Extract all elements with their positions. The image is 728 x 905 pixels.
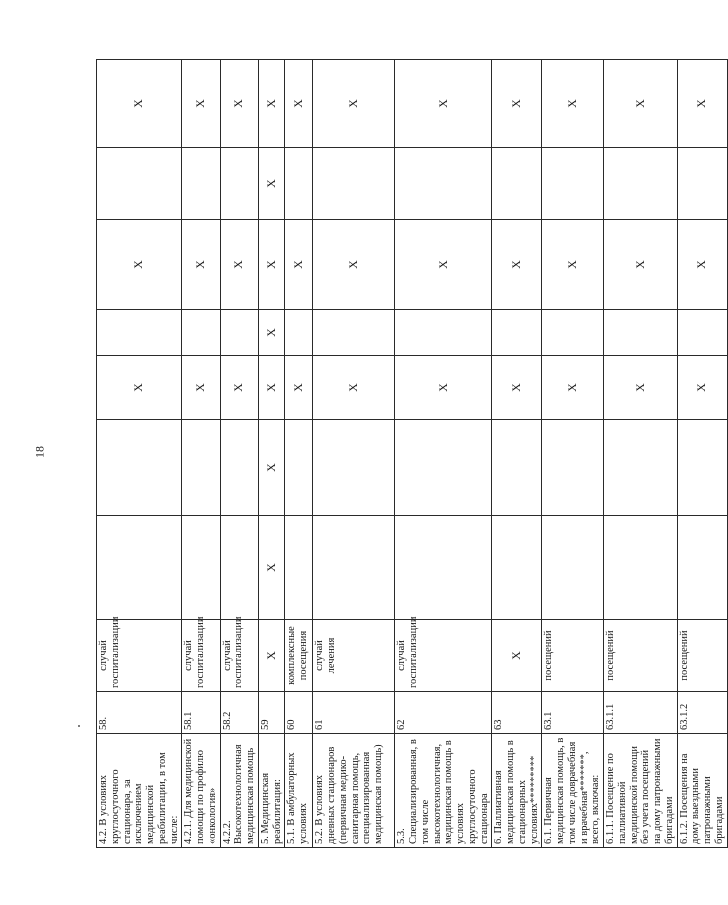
- row-number-cell: 62: [395, 692, 492, 734]
- table-wrapper: [96, 60, 725, 848]
- value-cell-4: [395, 310, 492, 356]
- value-cell-5: X: [492, 220, 542, 310]
- value-cell-3: X: [258, 356, 285, 420]
- value-cell-1: [492, 516, 542, 620]
- value-cell-5: X: [258, 220, 285, 310]
- data-table: [96, 59, 728, 848]
- value-cell-7: X: [604, 60, 678, 148]
- value-cell-4: [313, 310, 395, 356]
- value-cell-6: [604, 148, 678, 220]
- value-cell-5: X: [285, 220, 313, 310]
- value-cell-1: [285, 516, 313, 620]
- value-cell-7: X: [542, 60, 604, 148]
- value-cell-5: X: [220, 220, 258, 310]
- row-number-cell: 61: [313, 692, 395, 734]
- value-cell-2: [313, 420, 395, 516]
- row-name-cell: 5.2. В условиях дневных стационаров (первичная медико-санитарная помощь, специализированная медицинская помощь): [313, 734, 395, 848]
- value-cell-3: X: [313, 356, 395, 420]
- value-cell-2: X: [258, 420, 285, 516]
- value-cell-2: [604, 420, 678, 516]
- value-cell-4: [542, 310, 604, 356]
- unit-cell: случай госпитализации: [220, 620, 258, 692]
- row-name-cell: 5. Медицинская реабилитация:: [258, 734, 285, 848]
- value-cell-7: X: [313, 60, 395, 148]
- row-name-cell: 6. Паллиативная медицинская помощь в стационарных условиях*********: [492, 734, 542, 848]
- row-name-cell: 6.1.1. Посещение по паллиативной медицинской помощи без учета посещений на дому патронажными бригадами: [604, 734, 678, 848]
- unit-cell: случай госпитализации: [182, 620, 220, 692]
- row-name-cell: 5.1. В амбулаторных условиях: [285, 734, 313, 848]
- table-row: [492, 60, 542, 848]
- value-cell-1: [313, 516, 395, 620]
- value-cell-3: X: [220, 356, 258, 420]
- value-cell-7: X: [677, 60, 727, 148]
- row-name-cell: 5.3. Специализированная, в том числе высокотехнологичная, медицинская помощь в условиях круглосуточного стационара: [395, 734, 492, 848]
- row-name-cell: 6.1.2. Посещения на дому выездными патронажными бригадами: [677, 734, 727, 848]
- value-cell-5: X: [542, 220, 604, 310]
- unit-cell: посещений: [677, 620, 727, 692]
- table-row: [220, 60, 258, 848]
- row-name-cell: 6.1. Первичная медицинская помощь, в том числе доврачебная и врачебная*******, всего, включая:: [542, 734, 604, 848]
- value-cell-6: [285, 148, 313, 220]
- value-cell-3: X: [97, 356, 182, 420]
- table-row: [97, 60, 182, 848]
- row-name-cell: 4.2.2. Высокотехнологичная медицинская помощь: [220, 734, 258, 848]
- value-cell-1: [395, 516, 492, 620]
- value-cell-6: [182, 148, 220, 220]
- value-cell-4: [492, 310, 542, 356]
- value-cell-5: X: [677, 220, 727, 310]
- value-cell-2: [220, 420, 258, 516]
- row-number-cell: 58.: [97, 692, 182, 734]
- row-number-cell: 63.1.1: [604, 692, 678, 734]
- value-cell-1: [182, 516, 220, 620]
- table-row: [677, 60, 727, 848]
- page-number: 18: [32, 446, 47, 458]
- value-cell-3: X: [285, 356, 313, 420]
- table-body: [97, 60, 728, 848]
- value-cell-6: [492, 148, 542, 220]
- value-cell-2: [542, 420, 604, 516]
- rotated-table-area: [96, 60, 725, 848]
- value-cell-3: X: [677, 356, 727, 420]
- value-cell-1: [220, 516, 258, 620]
- value-cell-3: X: [182, 356, 220, 420]
- value-cell-3: X: [492, 356, 542, 420]
- value-cell-6: [395, 148, 492, 220]
- value-cell-3: X: [542, 356, 604, 420]
- value-cell-5: X: [604, 220, 678, 310]
- table-row: [604, 60, 678, 848]
- table-row: [542, 60, 604, 848]
- unit-cell: случай госпитализации: [97, 620, 182, 692]
- value-cell-2: [182, 420, 220, 516]
- value-cell-1: [542, 516, 604, 620]
- value-cell-3: X: [604, 356, 678, 420]
- value-cell-4: X: [258, 310, 285, 356]
- value-cell-4: [285, 310, 313, 356]
- table-row: [258, 60, 285, 848]
- value-cell-2: [285, 420, 313, 516]
- value-cell-6: [97, 148, 182, 220]
- value-cell-6: [313, 148, 395, 220]
- row-number-cell: 63: [492, 692, 542, 734]
- table-row: [313, 60, 395, 848]
- value-cell-6: X: [258, 148, 285, 220]
- value-cell-1: X: [258, 516, 285, 620]
- value-cell-7: X: [220, 60, 258, 148]
- unit-cell: X: [258, 620, 285, 692]
- unit-cell: посещений: [604, 620, 678, 692]
- value-cell-5: X: [97, 220, 182, 310]
- value-cell-3: X: [395, 356, 492, 420]
- value-cell-7: X: [492, 60, 542, 148]
- value-cell-1: [97, 516, 182, 620]
- value-cell-5: X: [395, 220, 492, 310]
- value-cell-1: [604, 516, 678, 620]
- scan-dot: [78, 725, 80, 727]
- value-cell-4: [677, 310, 727, 356]
- row-number-cell: 58.2: [220, 692, 258, 734]
- row-name-cell: 4.2. В условиях круглосуточного стационара, за исключением медицинской реабилитации, в том числе:: [97, 734, 182, 848]
- value-cell-1: [677, 516, 727, 620]
- unit-cell: случай лечения: [313, 620, 395, 692]
- row-name-cell: 4.2.1. Для медицинской помощи по профилю «онкология»: [182, 734, 220, 848]
- value-cell-6: [677, 148, 727, 220]
- row-number-cell: 60: [285, 692, 313, 734]
- unit-cell: комплексные посещения: [285, 620, 313, 692]
- row-number-cell: 63.1: [542, 692, 604, 734]
- value-cell-7: X: [97, 60, 182, 148]
- unit-cell: случай госпитализации: [395, 620, 492, 692]
- value-cell-7: X: [395, 60, 492, 148]
- table-row: [285, 60, 313, 848]
- value-cell-4: [604, 310, 678, 356]
- value-cell-4: [182, 310, 220, 356]
- value-cell-7: X: [285, 60, 313, 148]
- value-cell-6: [542, 148, 604, 220]
- value-cell-2: [492, 420, 542, 516]
- value-cell-5: X: [182, 220, 220, 310]
- table-row: [395, 60, 492, 848]
- row-number-cell: 58.1: [182, 692, 220, 734]
- value-cell-2: [97, 420, 182, 516]
- value-cell-7: X: [258, 60, 285, 148]
- row-number-cell: 63.1.2: [677, 692, 727, 734]
- value-cell-2: [395, 420, 492, 516]
- value-cell-4: [97, 310, 182, 356]
- value-cell-7: X: [182, 60, 220, 148]
- value-cell-6: [220, 148, 258, 220]
- unit-cell: посещений: [542, 620, 604, 692]
- value-cell-5: X: [313, 220, 395, 310]
- row-number-cell: 59: [258, 692, 285, 734]
- table-row: [182, 60, 220, 848]
- unit-cell: X: [492, 620, 542, 692]
- value-cell-4: [220, 310, 258, 356]
- value-cell-2: [677, 420, 727, 516]
